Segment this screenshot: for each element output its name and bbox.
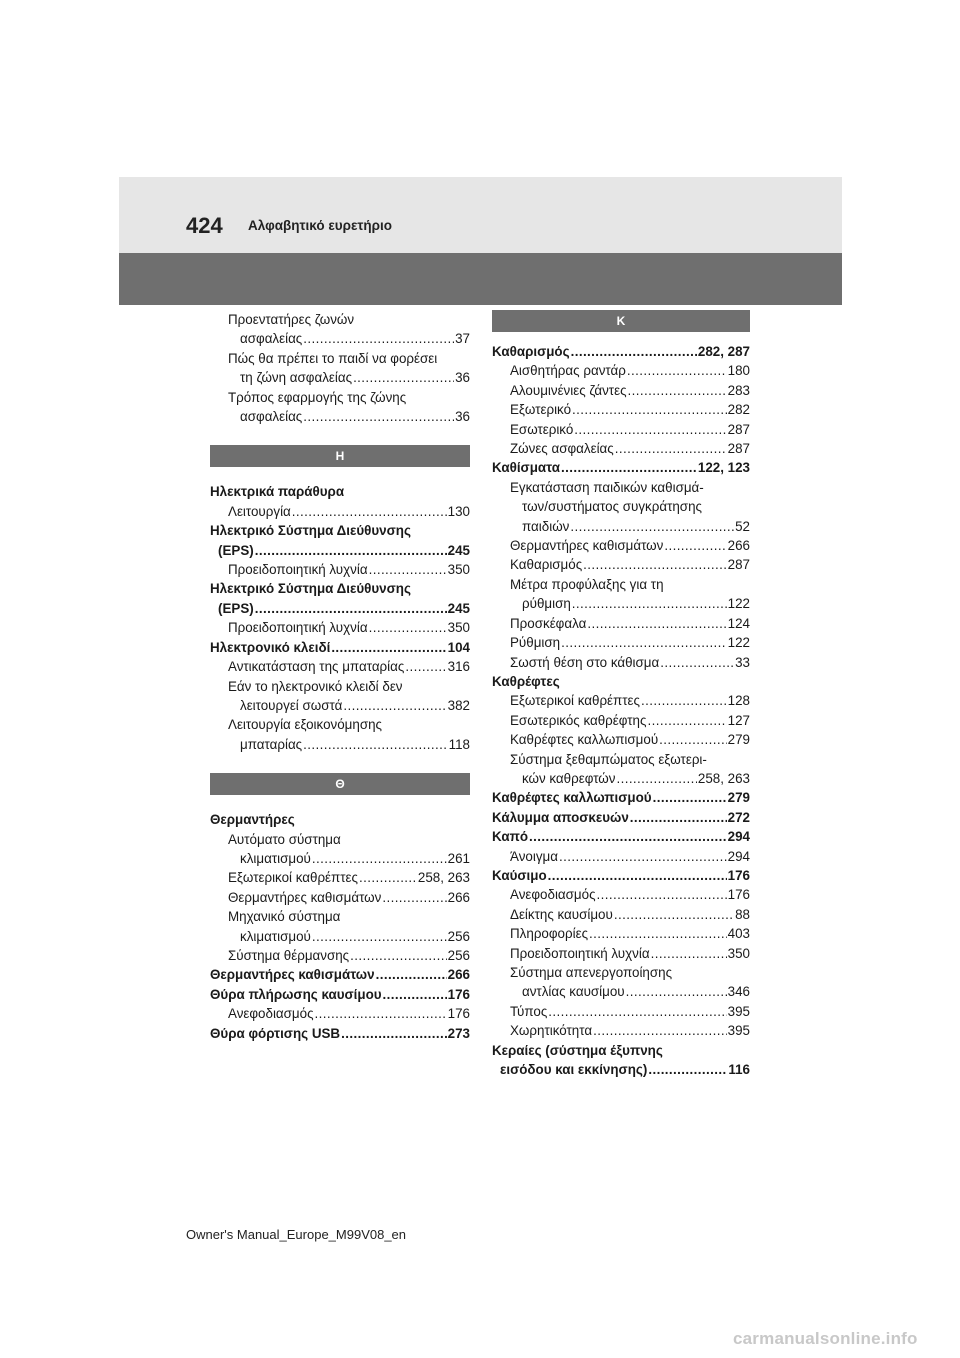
section-th-entries [210,810,470,1043]
section-letter-band: Κ [492,310,750,332]
index-entry: τη ζώνη ασφαλείας ..... 36 [210,368,470,387]
footer-text: Owner's Manual_Europe_M99V08_en [186,1227,407,1242]
index-entry: Ηλεκτρονικό κλειδί ..... 104 [210,638,470,657]
index-entry: Καθίσματα ..... 122, 123 [492,458,750,477]
index-entry: κλιματισμού ..... 261 [210,849,470,868]
index-column-right [492,310,750,1079]
index-entry: ρύθμιση ..... 122 [492,594,750,613]
index-entry: των/συστήματος συγκράτησης [522,499,702,515]
index-column-left [210,310,470,1043]
index-entry: αντλίας καυσίμου ..... 346 [492,982,750,1001]
index-entry: ασφαλείας ..... 37 [210,329,470,348]
index-entry: Δείκτης καυσίμου ..... 88 [492,905,750,924]
page-number: 424 [186,213,223,238]
header-band [119,177,842,253]
index-entry: Εξωτερικοί καθρέπτες ..... 128 [492,691,750,710]
index-entry: Σύστημα ξεθαμπώματος εξωτερι- [510,751,707,767]
section-letter-band: Η [210,445,470,467]
index-entry: Κάλυμμα αποσκευών ..... 272 [492,808,750,827]
index-entry: Αλουμινένιες ζάντες ..... 283 [492,381,750,400]
index-entry: Εγκατάσταση παιδικών καθισμά- [510,479,704,495]
section-letter-band: Θ [210,773,470,795]
index-entry: Ανεφοδιασμός ..... 176 [492,885,750,904]
index-entry: παιδιών ..... 52 [492,517,750,536]
index-entry: Πώς θα πρέπει το παιδί να φορέσει [228,350,438,366]
index-entry: ασφαλείας ..... 36 [210,407,470,426]
index-entry: Εξωτερικοί καθρέπτες ..... 258, 263 [210,868,470,887]
index-entry: Θύρα πλήρωσης καυσίμου ..... 176 [210,985,470,1004]
index-entry: Σύστημα απενεργοποίησης [510,965,673,980]
index-entry: Θερμαντήρες [210,812,295,828]
index-entry: Πληροφορίες ..... 403 [492,924,750,943]
index-entry: Εσωτερικός καθρέφτης ..... 127 [492,711,750,730]
index-entry: Άνοιγμα ..... 294 [492,847,750,866]
index-entry: Καύσιμο ..... 176 [492,866,750,885]
index-entry: Καθρέφτες καλλωπισμού ..... 279 [492,730,750,749]
index-entry: Ηλεκτρικό Σύστημα Διεύθυνσης [210,523,411,539]
index-entry: Θερμαντήρες καθισμάτων ..... 266 [210,965,470,984]
index-entry: Θερμαντήρες καθισμάτων ..... 266 [492,536,750,555]
index-entry: Αντικατάσταση της μπαταρίας ..... 316 [210,657,470,676]
index-entry: κλιματισμού ..... 256 [210,927,470,946]
header-dark-band [119,253,842,305]
index-entry: Προειδοποιητική λυχνία ..... 350 [210,560,470,579]
index-entry: Προειδοποιητική λυχνία ..... 350 [210,618,470,637]
index-entry: (EPS) ..... 245 [210,541,470,560]
index-entry: Χωρητικότητα ..... 395 [492,1021,750,1040]
index-entry: Θερμαντήρες καθισμάτων ..... 266 [210,888,470,907]
index-entry: Αισθητήρας ραντάρ ..... 180 [492,361,750,380]
index-entry: Ανεφοδιασμός ..... 176 [210,1004,470,1023]
section-h-entries [210,482,470,754]
index-entry: Λειτουργία εξοικονόμησης [228,717,382,733]
index-entry: Αυτόματο σύστημα [228,831,341,847]
index-entry: Καθαρισμός ..... 287 [492,555,750,574]
index-entry: Θύρα φόρτισης USB ..... 273 [210,1024,470,1043]
index-entry: Καθρέφτες [492,673,560,689]
index-entry: Εάν το ηλεκτρονικό κλειδί δεν [228,678,403,694]
index-entry: Καπό ..... 294 [492,827,750,846]
index-entry: μπαταρίας ..... 118 [210,735,470,754]
index-entry: Προεντατήρες ζωνών [228,312,355,327]
index-entry: Προσκέφαλα ..... 124 [492,614,750,633]
index-entry: Σωστή θέση στο κάθισμα ..... 33 [492,653,750,672]
index-entry: (EPS) ..... 245 [210,599,470,618]
index-entry: Ηλεκτρικά παράθυρα [210,484,345,500]
index-entry: Κεραίες (σύστημα έξυπνης [492,1042,663,1058]
index-entry: Καθαρισμός ..... 282, 287 [492,342,750,361]
section-k-entries [492,342,750,1079]
watermark: carmanualsonline.info [733,1329,918,1348]
index-entry: Τύπος ..... 395 [492,1002,750,1021]
continued-entries [210,310,470,426]
index-entry: Εσωτερικό ..... 287 [492,420,750,439]
index-entry: Καθρέφτες καλλωπισμού ..... 279 [492,788,750,807]
index-entry: εισόδου και εκκίνησης) ..... 116 [492,1060,750,1079]
index-entry: λειτουργεί σωστά ..... 382 [210,696,470,715]
index-entry: Μέτρα προφύλαξης για τη [510,576,664,592]
index-entry: Τρόπος εφαρμογής της ζώνης [228,389,407,405]
index-entry: Σύστημα θέρμανσης ..... 256 [210,946,470,965]
index-entry: Ρύθμιση ..... 122 [492,633,750,652]
index-entry: Λειτουργία ..... 130 [210,502,470,521]
index-entry: Προειδοποιητική λυχνία ..... 350 [492,944,750,963]
index-entry: κών καθρεφτών ..... 258, 263 [492,769,750,788]
index-entry: Μηχανικό σύστημα [228,909,341,925]
page-title: Αλφαβητικό ευρετήριο [248,218,393,233]
index-entry: Ζώνες ασφαλείας ..... 287 [492,439,750,458]
index-entry: Ηλεκτρικό Σύστημα Διεύθυνσης [210,581,411,597]
index-entry: Εξωτερικό ..... 282 [492,400,750,419]
